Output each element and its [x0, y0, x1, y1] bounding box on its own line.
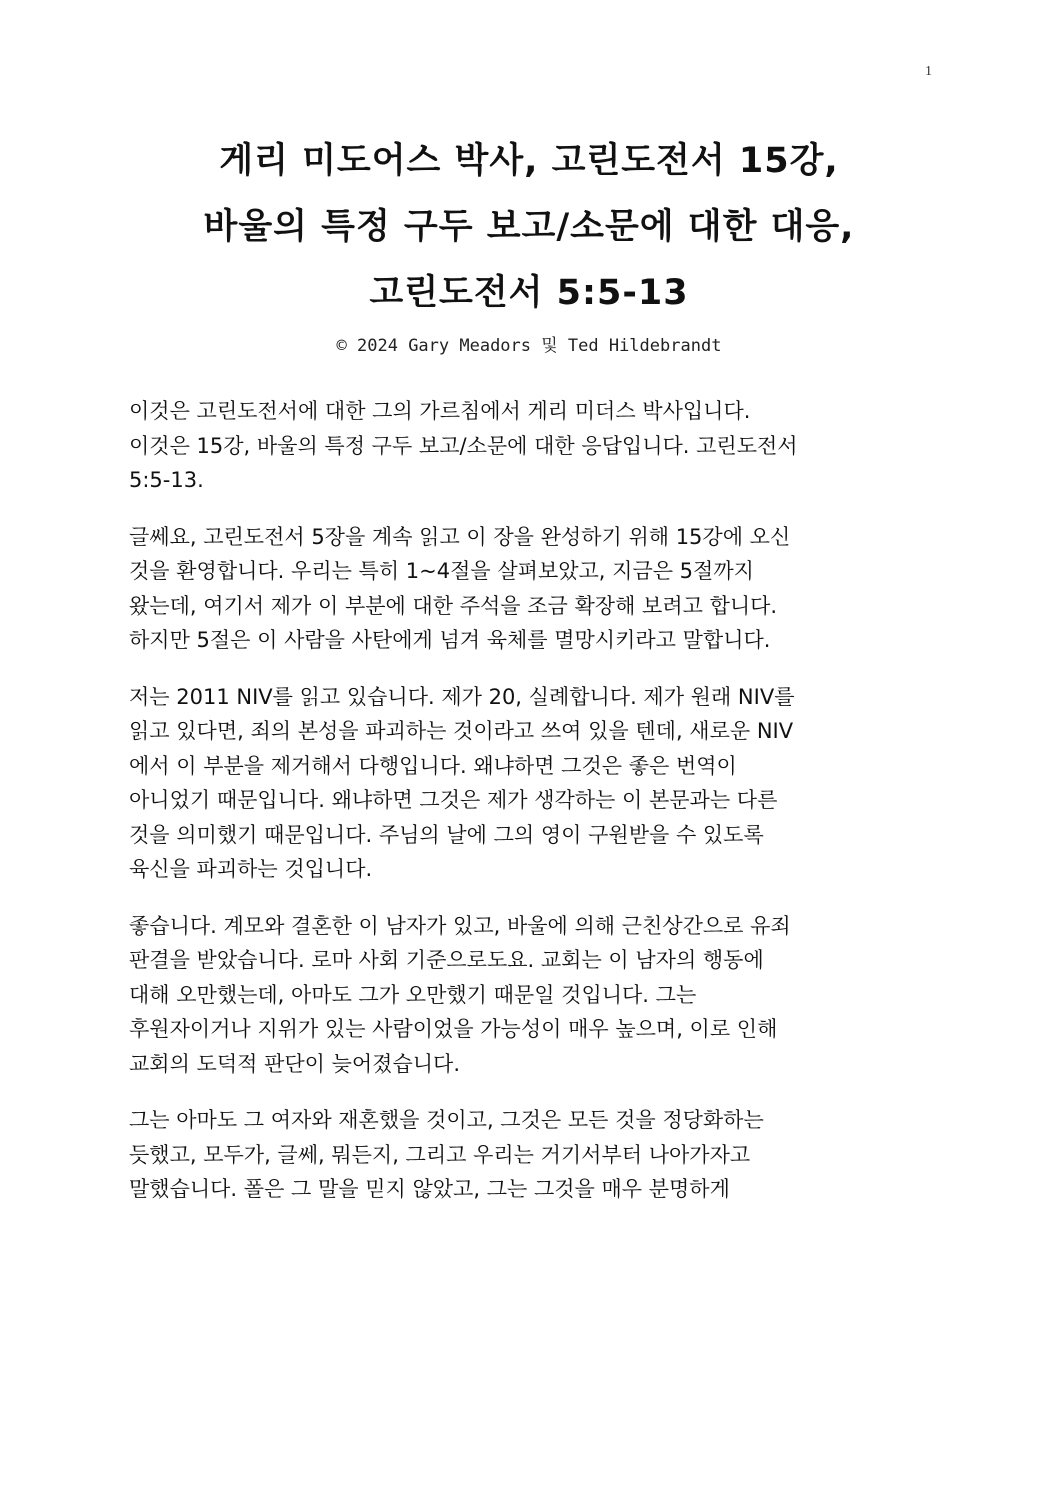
- text-line: 판결을 받았습니다. 로마 사회 기준으로도요. 교회는 이 남자의 행동에: [129, 948, 764, 972]
- document-title: [0, 128, 1058, 326]
- text-line: 것을 의미했기 때문입니다. 주님의 날에 그의 영이 구원받을 수 있도록: [129, 822, 764, 847]
- text-line: 글쎄요, 고린도전서 5장을 계속 읽고 이 장을 완성하기 위해 15강에 오신: [129, 524, 791, 549]
- text-line: 하지만 5절은 이 사람을 사탄에게 넘겨 육체를 멸망시키라고 말합니다.: [129, 628, 771, 652]
- text-line: 육신을 파괴하는 것입니다.: [129, 857, 373, 881]
- text-line: 아니었기 때문입니다. 왜냐하면 그것은 제가 생각하는 이 본문과는 다른: [129, 788, 778, 812]
- text-line: 이것은 15강, 바울의 특정 구두 보고/소문에 대한 응답입니다. 고린도전서: [129, 433, 798, 458]
- text-line: 대해 오만했는데, 아마도 그가 오만했기 때문일 것입니다. 그는: [129, 982, 697, 1007]
- text-line: 저는 2011 NIV를 읽고 있습니다. 제가 20, 실례합니다. 제가 원래 NIV를: [129, 684, 795, 709]
- paragraph: [129, 394, 929, 498]
- text-line: 에서 이 부분을 제거해서 다행입니다. 왜냐하면 그것은 좋은 번역이: [129, 753, 737, 778]
- text-line: 듯했고, 모두가, 글쎄, 뭐든지, 그리고 우리는 거기서부터 나아가자고: [129, 1142, 751, 1167]
- page-number: 1: [925, 64, 932, 79]
- text-line: 읽고 있다면, 죄의 본성을 파괴하는 것이라고 쓰여 있을 텐데, 새로운 NIV: [129, 719, 794, 743]
- paragraph: [129, 909, 929, 1082]
- title-line: 게리 미도어스 박사, 고린도전서 15강,: [219, 141, 839, 181]
- title-line: 고린도전서 5:5-13: [369, 273, 689, 313]
- text-line: 좋습니다. 계모와 결혼한 이 남자가 있고, 바울에 의해 근친상간으로 유죄: [129, 913, 791, 938]
- paragraph: [129, 1103, 929, 1207]
- copyright-notice: © 2024 Gary Meadors 및 Ted Hildebrandt: [336, 336, 722, 356]
- text-line: 교회의 도덕적 판단이 늦어졌습니다.: [129, 1051, 460, 1076]
- paragraph: [129, 680, 929, 887]
- body-text: [129, 394, 929, 1229]
- text-line: 말했습니다. 폴은 그 말을 믿지 않았고, 그는 그것을 매우 분명하게: [129, 1177, 730, 1201]
- text-line: 그는 아마도 그 여자와 재혼했을 것이고, 그것은 모든 것을 정당화하는: [129, 1108, 764, 1132]
- text-line: 이것은 고린도전서에 대한 그의 가르침에서 게리 미더스 박사입니다.: [129, 399, 751, 423]
- text-line: 왔는데, 여기서 제가 이 부분에 대한 주석을 조금 확장해 보려고 합니다.: [129, 593, 778, 618]
- text-line: 후원자이거나 지위가 있는 사람이었을 가능성이 매우 높으며, 이로 인해: [129, 1017, 778, 1041]
- text-line: 5:5-13.: [129, 468, 204, 492]
- text-line: 것을 환영합니다. 우리는 특히 1~4절을 살펴보았고, 지금은 5절까지: [129, 559, 754, 583]
- title-line: 바울의 특정 구두 보고/소문에 대한 대응,: [203, 207, 855, 247]
- paragraph: [129, 520, 929, 658]
